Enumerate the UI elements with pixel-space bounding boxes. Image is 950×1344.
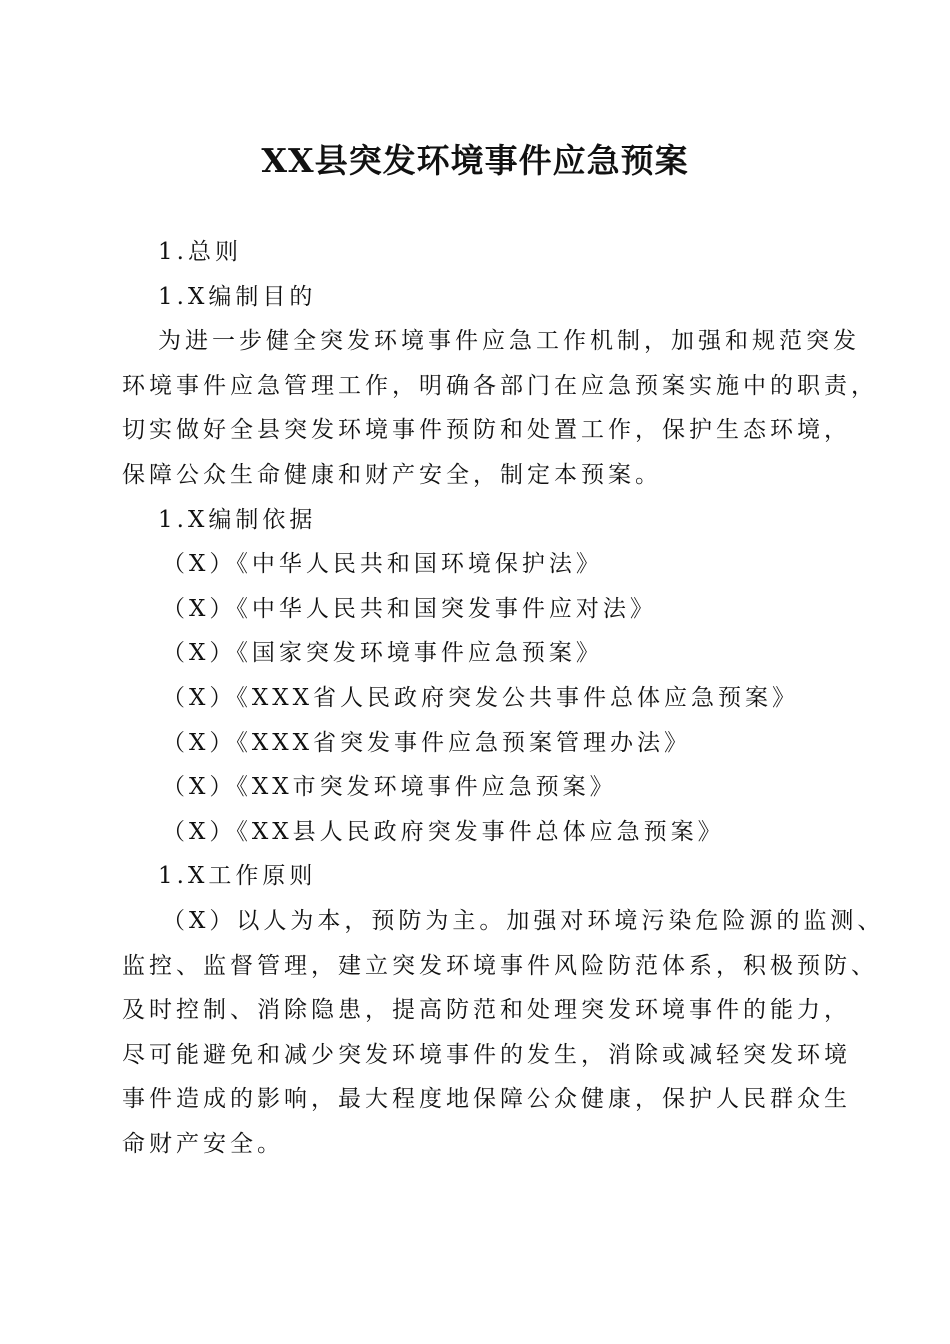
text-line: （X）《XXX省人民政府突发公共事件总体应急预案》 [162,684,799,711]
text-line: （X）以人为本，预防为主。加强对环境污染危险源的监测、 [162,907,885,934]
text-line: （X）《中华人民共和国突发事件应对法》 [162,595,657,622]
text-line: 1.总则 [158,239,242,265]
text-line: 1.X编制依据 [158,506,317,533]
text-line: 命财产安全。 [122,1130,284,1157]
text-line: （X）《XXX省突发事件应急预案管理办法》 [162,729,691,756]
text-line: 及时控制、消除隐患，提高防范和处理突发环境事件的能力， [122,997,851,1024]
text-line: （X）《XX市突发环境事件应急预案》 [162,774,617,801]
text-line: 切实做好全县突发环境事件预防和处置工作，保护生态环境， [122,417,851,444]
document-title: XX县突发环境事件应急预案 [261,141,689,180]
text-line: （X）《XX县人民政府突发事件总体应急预案》 [162,818,725,845]
document-body [122,230,885,1166]
text-line: 1.X工作原则 [158,863,317,890]
text-line: 监控、监督管理，建立突发环境事件风险防范体系，积极预防、 [122,952,878,979]
text-line: （X）《国家突发环境事件应急预案》 [162,640,603,667]
text-line: 1.X编制目的 [158,283,317,310]
text-line: 环境事件应急管理工作，明确各部门在应急预案实施中的职责， [122,372,878,399]
text-line: （X）《中华人民共和国环境保护法》 [162,551,603,578]
text-line: 为进一步健全突发环境事件应急工作机制，加强和规范突发 [158,328,860,355]
text-line: 尽可能避免和减少突发环境事件的发生，消除或减轻突发环境 [122,1041,851,1068]
text-line: 保障公众生命健康和财产安全，制定本预案。 [122,461,662,488]
text-line: 事件造成的影响，最大程度地保障公众健康，保护人民群众生 [122,1086,851,1113]
